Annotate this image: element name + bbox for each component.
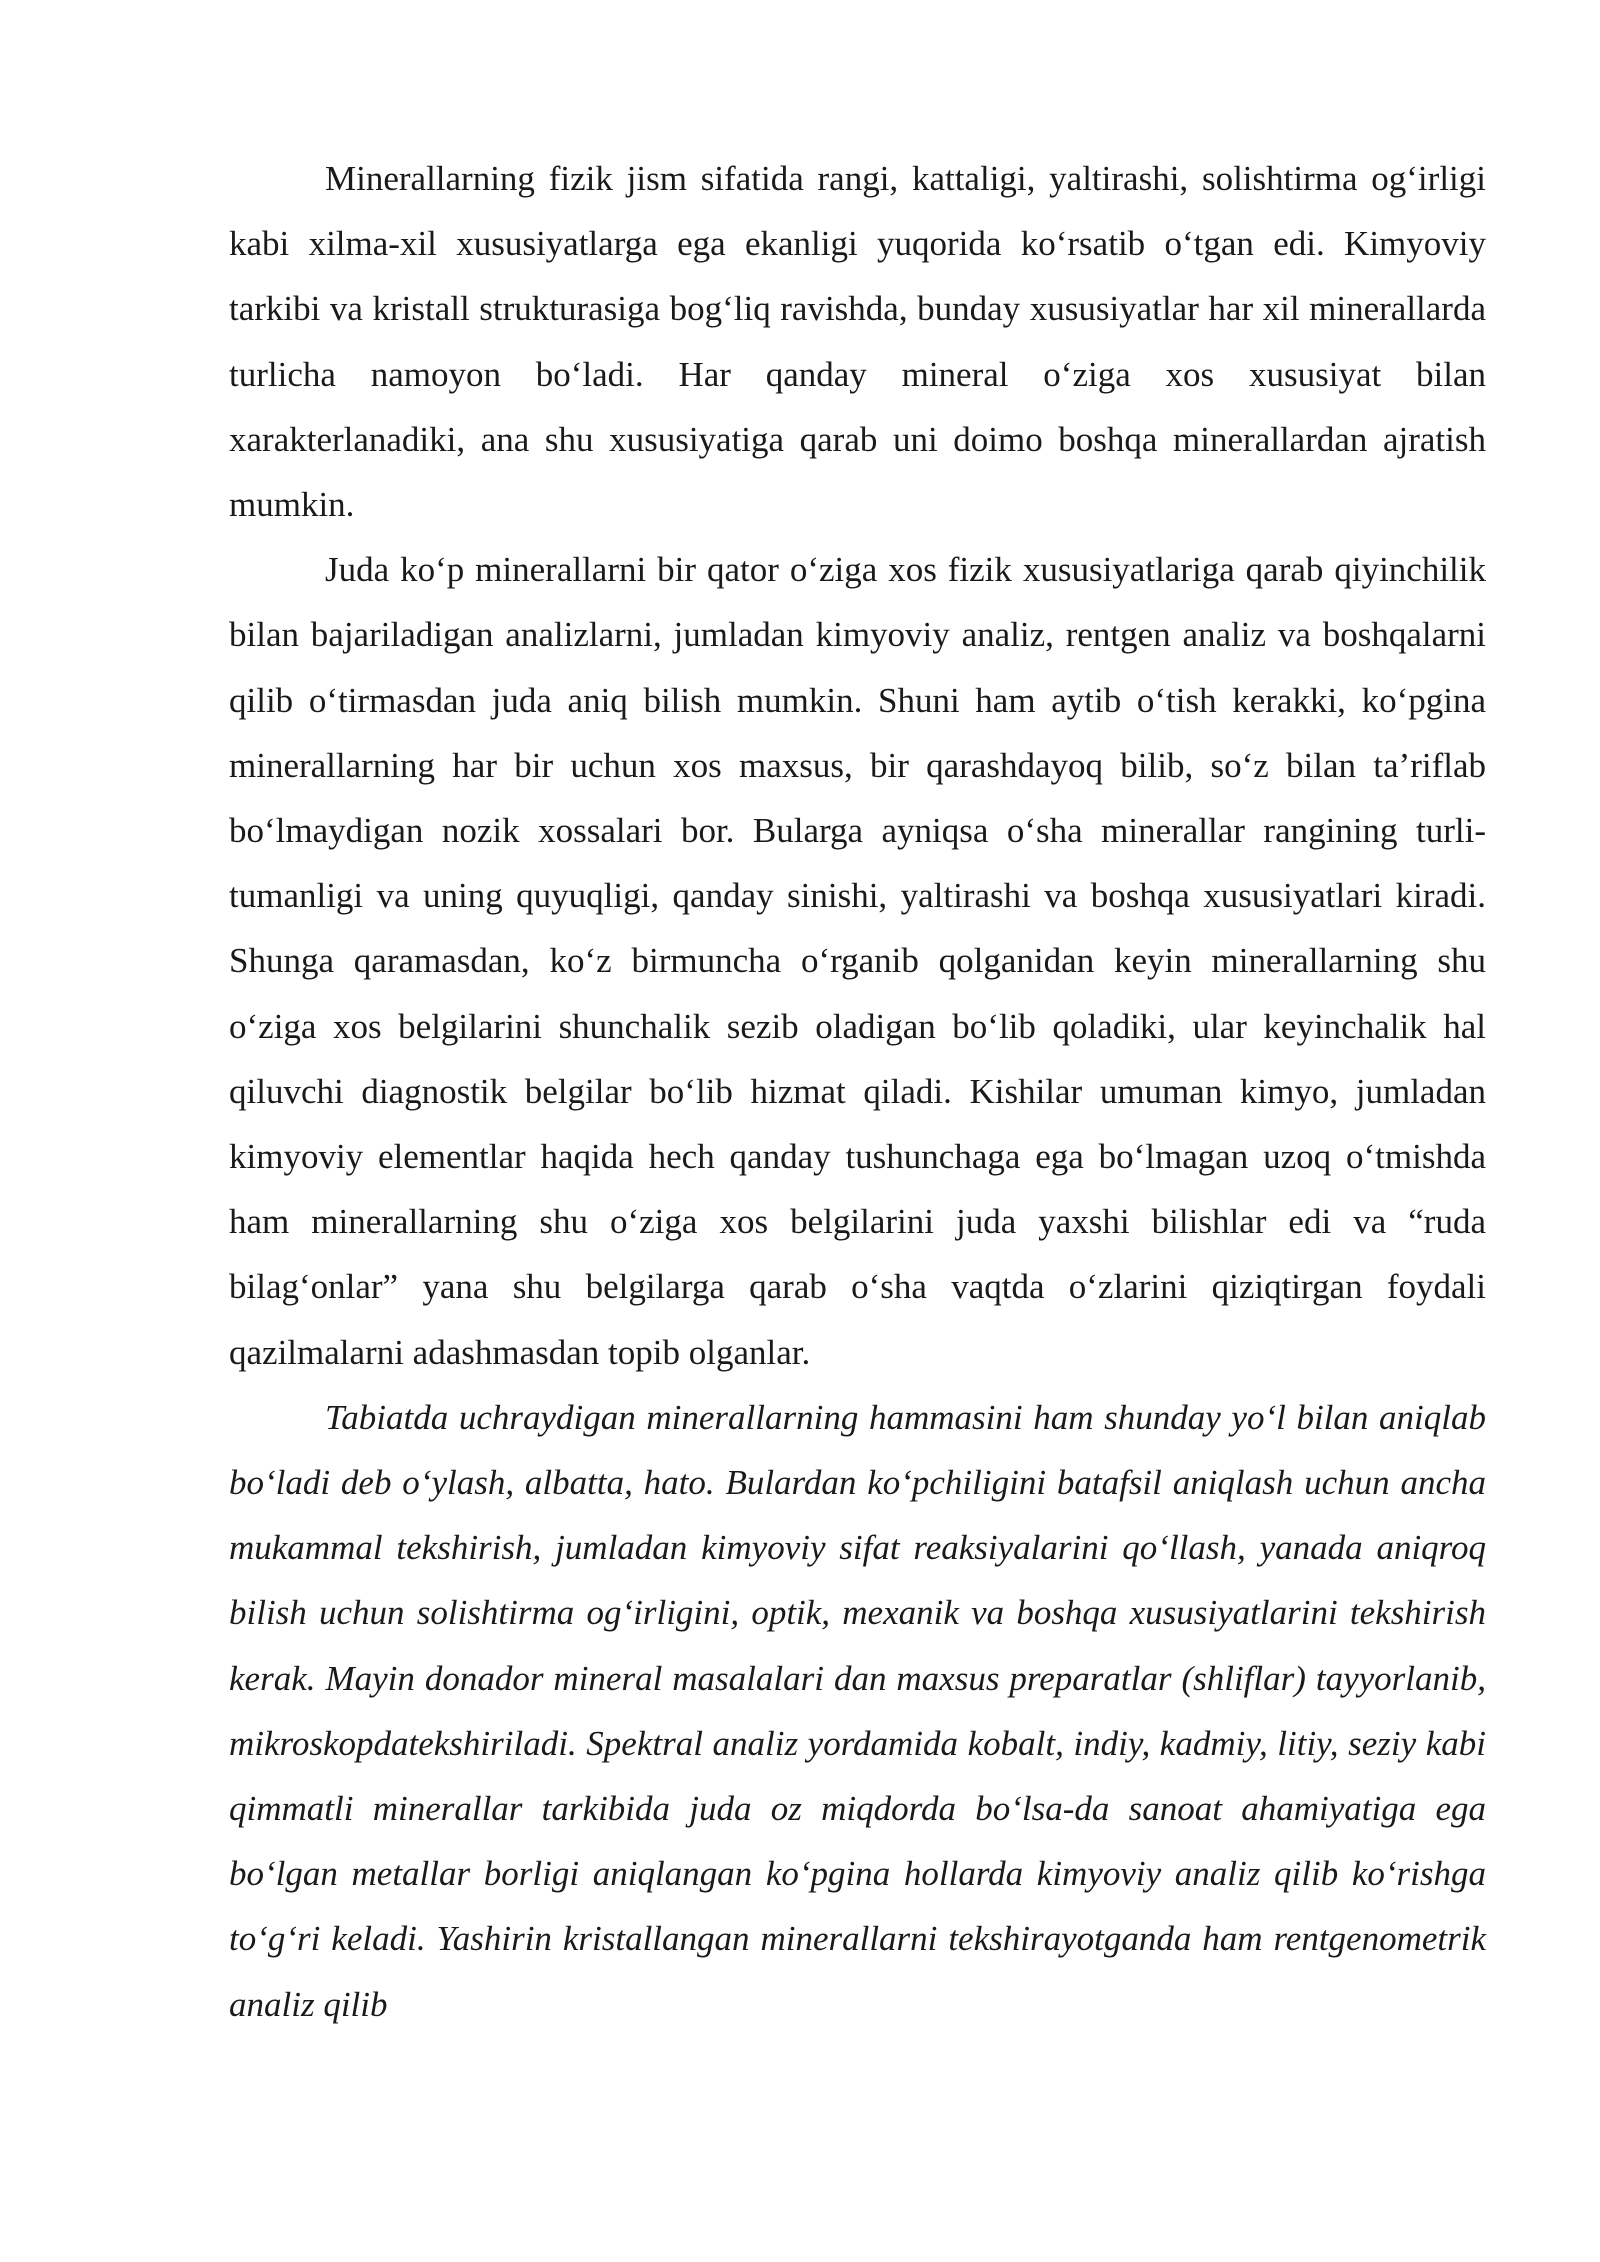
paragraph-3: Tabiatda uchraydigan minerallarning hammasini ham shunday yo‘l bilan aniqlab bo‘ladi deb o‘ylash, albatta, hato. Bulardan ko‘pchiligini batafsil aniqlash uchun ancha mukammal tekshirish, jumladan kimyoviy sifat reaksiyalarini qo‘llash, yanada aniqroq bilish uchun solishtirma og‘irligini, optik, mexanik va boshqa xususiyatlarini tekshirish kerak. Mayin donador mineral masalalari dan maxsus preparatlar (shliflar) tayyorlanib, mikroskopdatekshiriladi. Spektral analiz yordamida kobalt, indiy, kadmiy, litiy, seziy kabi qimmatli minerallar tarkibida juda oz miqdorda bo‘lsa-da sanoat ahamiyatiga ega bo‘lgan metallar borligi aniqlangan ko‘pgina hollarda kimyoviy analiz qilib ko‘rishga to‘g‘ri keladi. Yashirin kristallangan minerallarni tekshirayotganda ham rentgenometrik analiz qilib	[229, 1397, 1486, 2024]
body-text	[229, 146, 1486, 2037]
paragraph-1: Minerallarning fizik jism sifatida rangi, kattaligi, yaltirashi, solishtirma og‘irligi kabi xilma-xil xususiyatlarga ega ekanligi yuqorida ko‘rsatib o‘tgan edi. Kimyoviy tarkibi va kristall strukturasiga bog‘liq ravishda, bunday xususiyatlar har xil minerallarda turlicha namoyon bo‘ladi. Har qanday mineral o‘ziga xos xususiyat bilan xarakterlanadiki, ana shu xususiyatiga qarab uni doimo boshqa minerallardan ajratish mumkin.	[229, 159, 1486, 525]
paragraph-2: Juda ko‘p minerallarni bir qator o‘ziga xos fizik xususiyatlariga qarab qiyinchilik bilan bajariladigan analizlarni, jumladan kimyoviy analiz, rentgen analiz va boshqalarni qilib o‘tirmasdan juda aniq bilish mumkin. Shuni ham aytib o‘tish kerakki, ko‘pgina minerallarning har bir uchun xos maxsus, bir qarashdayoq bilib, so‘z bilan ta’riflab bo‘lmaydigan nozik xossalari bor. Bularga ayniqsa o‘sha minerallar rangining turli-tumanligi va uning quyuqligi, qanday sinishi, yaltirashi va boshqa xususiyatlari kiradi. Shunga qaramasdan, ko‘z birmuncha o‘rganib qolganidan keyin minerallarning shu o‘ziga xos belgilarini shunchalik sezib oladigan bo‘lib qoladiki, ular keyinchalik hal qiluvchi diagnostik belgilar bo‘lib hizmat qiladi. Kishilar umuman kimyo, jumladan kimyoviy elementlar haqida hech qanday tushunchaga ega bo‘lmagan uzoq o‘tmishda ham minerallarning shu o‘ziga xos belgilarini juda yaxshi bilishlar edi va “ruda bilag‘onlar” yana shu belgilarga qarab o‘sha vaqtda o‘zlarini qiziqtirgan foydali qazilmalarni adashmasdan topib olganlar.	[229, 550, 1486, 1372]
